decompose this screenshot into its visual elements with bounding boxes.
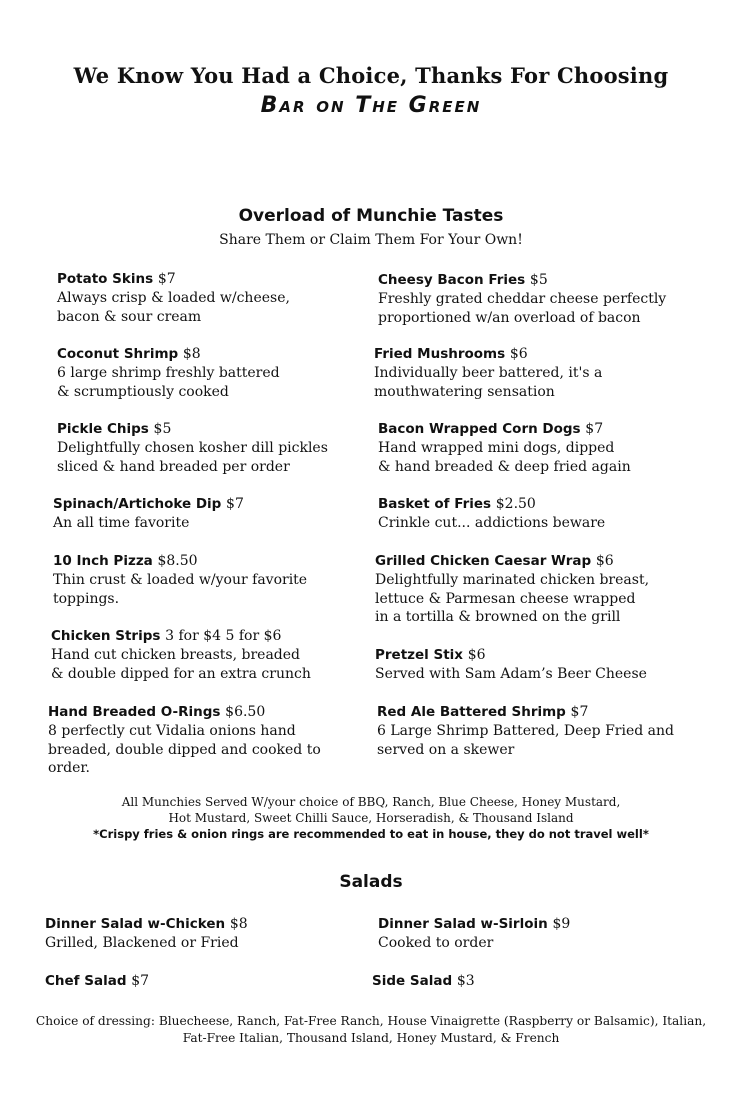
- restaurant-name: Bar on The Green: [260, 93, 482, 118]
- item-description: Freshly grated cheddar cheese perfectly proportioned w/an overload of bacon: [378, 291, 667, 326]
- menu-item: [375, 646, 705, 684]
- item-name: 10 Inch Pizza: [53, 553, 153, 569]
- menu-item: [57, 345, 387, 401]
- item-name: Hand Breaded O-Rings: [48, 704, 221, 720]
- salads-title: Salads: [339, 872, 403, 892]
- item-price: $7: [131, 973, 150, 989]
- munchies-title: Overload of Munchie Tastes: [238, 206, 504, 226]
- item-description: Hand wrapped mini dogs, dipped & hand breaded & deep fried again: [378, 440, 631, 475]
- menu-item: [378, 915, 708, 953]
- item-name: Basket of Fries: [378, 496, 492, 512]
- item-price: $8.50: [157, 553, 198, 569]
- item-description: Delightfully marinated chicken breast, lettuce & Parmesan cheese wrapped in a tortilla & browned on the grill: [375, 572, 650, 625]
- item-price: $9: [552, 916, 571, 932]
- item-name: Spinach/Artichoke Dip: [53, 496, 222, 512]
- item-name: Side Salad: [372, 973, 453, 989]
- item-name: Red Ale Battered Shrimp: [377, 704, 566, 720]
- item-description: Grilled, Blackened or Fried: [45, 935, 239, 951]
- item-description: Always crisp & loaded w/cheese, bacon & sour cream: [57, 290, 290, 325]
- item-description: Crinkle cut... addictions beware: [378, 515, 606, 531]
- menu-item: [48, 703, 378, 778]
- item-name: Dinner Salad w-Chicken: [45, 916, 226, 932]
- item-name: Grilled Chicken Caesar Wrap: [375, 553, 592, 569]
- item-price: $8: [182, 346, 201, 362]
- dressing-choices-2: Fat-Free Italian, Thousand Island, Honey Mustard, & French: [182, 1031, 560, 1045]
- item-price: 3 for $4 5 for $6: [165, 628, 282, 644]
- menu-item: [57, 270, 387, 326]
- menu-item: [378, 495, 708, 533]
- menu-item: [51, 627, 381, 683]
- item-price: $6.50: [225, 704, 266, 720]
- header-thanks: We Know You Had a Choice, Thanks For Choosing: [73, 63, 669, 88]
- item-price: $7: [585, 421, 604, 437]
- item-price: $6: [595, 553, 614, 569]
- item-price: $8: [229, 916, 248, 932]
- item-price: $5: [153, 421, 172, 437]
- menu-item: [378, 271, 708, 327]
- item-name: Pickle Chips: [57, 421, 149, 437]
- menu-item: [45, 915, 375, 953]
- item-price: $6: [467, 647, 486, 663]
- item-name: Bacon Wrapped Corn Dogs: [378, 421, 581, 437]
- item-description: Delightfully chosen kosher dill pickles sliced & hand breaded per order: [57, 440, 328, 475]
- item-name: Chicken Strips: [51, 628, 161, 644]
- menu-item: [53, 495, 383, 533]
- munchies-warning: *Crispy fries & onion rings are recommended to eat in house, they do not travel well*: [93, 827, 649, 841]
- menu-item: [53, 552, 383, 608]
- item-name: Pretzel Stix: [375, 647, 464, 663]
- dressing-choices: Choice of dressing: Bluecheese, Ranch, Fat-Free Ranch, House Vinaigrette (Raspberry or Balsamic), Italian,: [35, 1014, 707, 1028]
- menu-item: [45, 972, 375, 991]
- item-description: Served with Sam Adam’s Beer Cheese: [375, 666, 647, 682]
- item-description: An all time favorite: [53, 515, 190, 531]
- munchies-subtitle: Share Them or Claim Them For Your Own!: [219, 232, 523, 248]
- menu-item: [57, 420, 387, 476]
- item-price: $3: [456, 973, 475, 989]
- item-price: $7: [570, 704, 589, 720]
- item-description: Individually beer battered, it's a mouthwatering sensation: [374, 365, 603, 400]
- item-name: Fried Mushrooms: [374, 346, 506, 362]
- menu-item: [374, 345, 704, 401]
- item-price: $7: [226, 496, 244, 512]
- item-description: 6 large shrimp freshly battered & scrumptiously cooked: [57, 365, 280, 400]
- item-description: 8 perfectly cut Vidalia onions hand breaded, double dipped and cooked to order.: [48, 723, 321, 776]
- item-price: $5: [529, 272, 548, 288]
- menu-item: [378, 420, 708, 476]
- menu-item: [372, 972, 702, 991]
- item-name: Chef Salad: [45, 973, 127, 989]
- menu-item: [375, 552, 735, 627]
- item-name: Coconut Shrimp: [57, 346, 179, 362]
- item-description: Thin crust & loaded w/your favorite toppings.: [53, 572, 308, 607]
- munchies-sauce-note: All Munchies Served W/your choice of BBQ, Ranch, Blue Cheese, Honey Mustard,: [121, 795, 621, 809]
- item-price: $7: [157, 271, 176, 287]
- item-description: Hand cut chicken breasts, breaded & double dipped for an extra crunch: [51, 647, 311, 682]
- munchies-sauce-note-2: Hot Mustard, Sweet Chilli Sauce, Horseradish, & Thousand Island: [168, 811, 574, 825]
- item-price: $2.50: [495, 496, 536, 512]
- item-name: Cheesy Bacon Fries: [378, 272, 526, 288]
- item-name: Dinner Salad w-Sirloin: [378, 916, 548, 932]
- item-name: Potato Skins: [57, 271, 154, 287]
- item-description: Cooked to order: [378, 935, 494, 951]
- item-description: 6 Large Shrimp Battered, Deep Fried and served on a skewer: [377, 723, 674, 758]
- item-price: $6: [509, 346, 528, 362]
- menu-item: [377, 703, 707, 759]
